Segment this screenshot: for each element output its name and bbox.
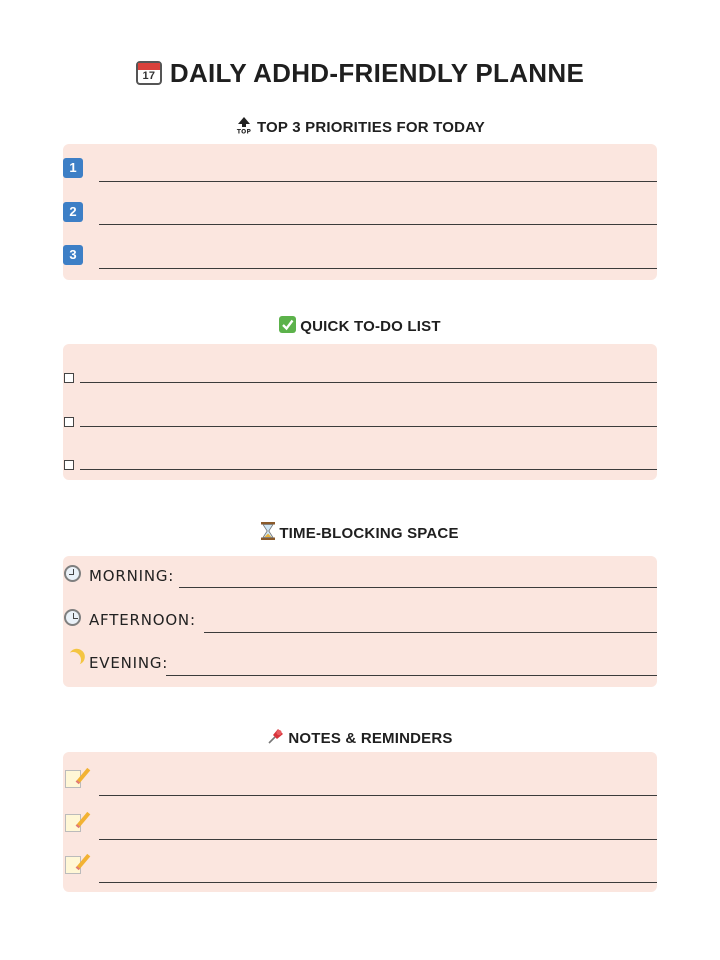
priorities-heading (0, 116, 720, 138)
time-slot-row (63, 562, 657, 602)
todo-1-line[interactable] (80, 382, 657, 383)
note-row (63, 856, 657, 896)
time-slot-label: MORNING: (89, 567, 175, 585)
priority-row (63, 200, 657, 240)
priorities-panel (63, 144, 657, 280)
time-blocking-heading-text: TIME-BLOCKING SPACE (279, 525, 459, 542)
todo-checkbox[interactable] (64, 373, 74, 383)
priorities-heading-text: TOP 3 PRIORITIES FOR TODAY (256, 119, 486, 136)
top-arrow-icon (235, 116, 253, 138)
todo-row (63, 360, 657, 400)
crescent-moon-icon (62, 649, 85, 672)
todo-row (63, 404, 657, 444)
keycap-three-icon: 3 (63, 245, 83, 265)
morning-line[interactable] (179, 587, 657, 588)
notes-heading-text: NOTES & REMINDERS (288, 730, 453, 747)
note-1-line[interactable] (99, 795, 657, 796)
nine-oclock-icon (64, 565, 81, 582)
note-row (63, 768, 657, 808)
calendar-icon: 17 (136, 61, 162, 85)
check-mark-button-icon (279, 316, 296, 337)
priority-row (63, 156, 657, 196)
time-slot-row (63, 606, 657, 646)
page-title (0, 58, 720, 89)
note-3-line[interactable] (99, 882, 657, 883)
evening-line[interactable] (166, 675, 657, 676)
note-row (63, 812, 657, 852)
todo-3-line[interactable] (80, 469, 657, 470)
page-title-text: DAILY ADHD-FRIENDLY PLANNE (169, 58, 585, 88)
afternoon-line[interactable] (204, 632, 657, 633)
time-slot-row (63, 649, 657, 689)
time-slot-label: AFTERNOON: (89, 611, 196, 629)
todo-checkbox[interactable] (64, 417, 74, 427)
priority-3-line[interactable] (99, 268, 657, 269)
priority-1-line[interactable] (99, 181, 657, 182)
pushpin-icon (267, 728, 284, 749)
time-blocking-panel (63, 556, 657, 687)
memo-icon (65, 856, 81, 874)
todo-2-line[interactable] (80, 426, 657, 427)
todo-row (63, 447, 657, 487)
priority-2-line[interactable] (99, 224, 657, 225)
memo-icon (65, 770, 81, 788)
priority-row (63, 243, 657, 283)
todo-heading (0, 316, 720, 337)
hourglass-icon (261, 522, 275, 544)
note-2-line[interactable] (99, 839, 657, 840)
todo-heading-text: QUICK TO-DO LIST (300, 318, 441, 335)
three-oclock-icon (64, 609, 81, 626)
time-slot-label: EVENING: (89, 654, 169, 672)
time-blocking-heading (0, 522, 720, 544)
keycap-two-icon: 2 (63, 202, 83, 222)
todo-checkbox[interactable] (64, 460, 74, 470)
svg-text:TOP: TOP (236, 128, 252, 134)
keycap-one-icon: 1 (63, 158, 83, 178)
notes-heading (0, 728, 720, 749)
memo-icon (65, 814, 81, 832)
todo-panel (63, 344, 657, 480)
notes-panel (63, 752, 657, 892)
